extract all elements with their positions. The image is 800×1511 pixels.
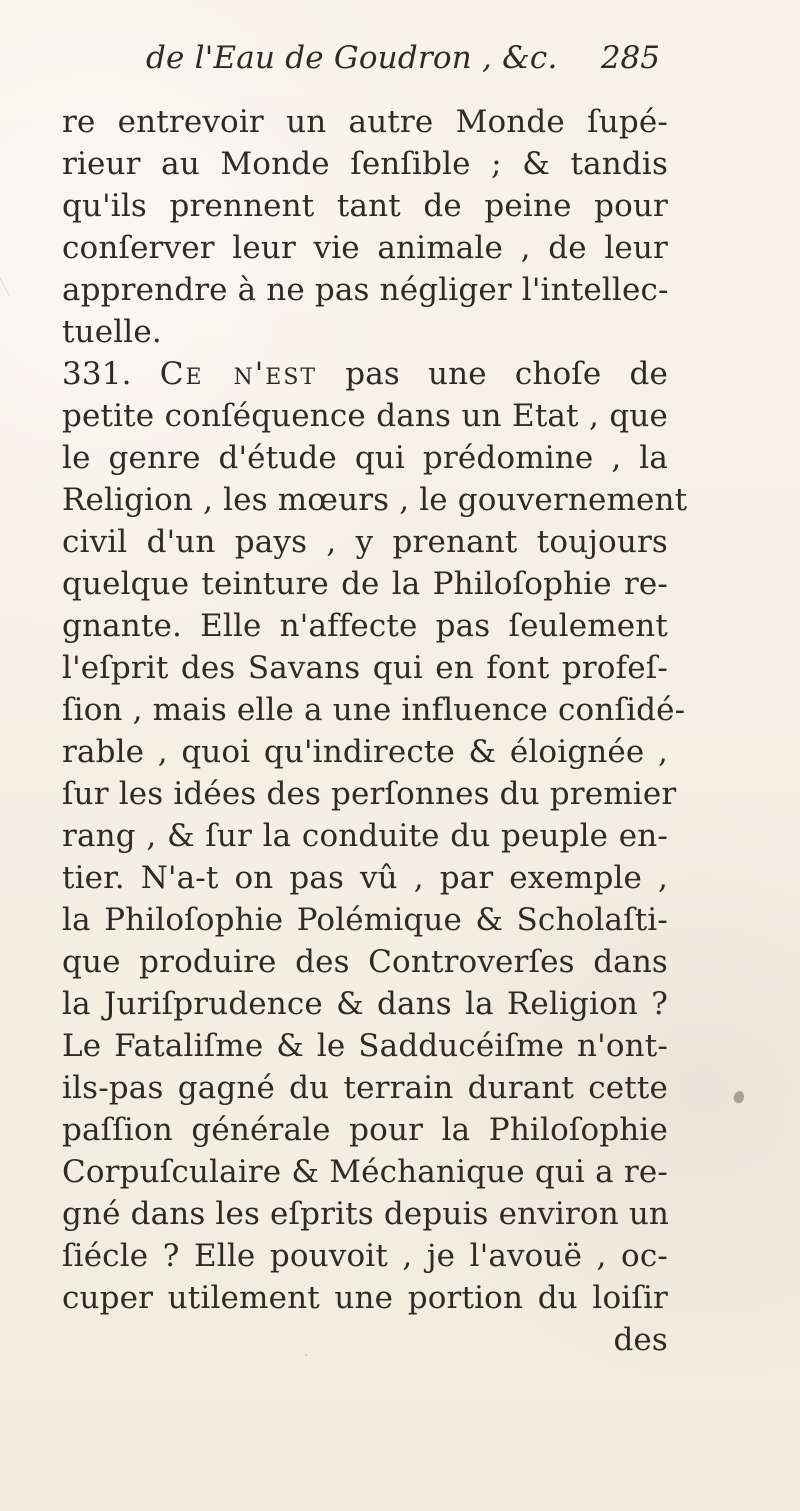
paragraph-first-line-tail: pas une choſe de: [345, 356, 668, 392]
text-line: que produire des Controverſes dans: [62, 944, 668, 980]
text-line: ſiécle ? Elle pouvoit , je l'avouë , oc-: [62, 1238, 668, 1274]
text-line: cuper utilement une portion du loiſir: [62, 1280, 668, 1316]
paragraph-number: 331.: [62, 356, 132, 392]
text-line: paſſion générale pour la Philoſophie: [62, 1112, 668, 1148]
paragraph-opening-line: [62, 353, 668, 395]
text-line: ils-pas gagné du terrain durant cette: [62, 1070, 668, 1106]
text-line: Corpuſculaire & Méchanique qui a re-: [62, 1154, 668, 1190]
text-line: Le Fataliſme & le Sadducéiſme n'ont-: [62, 1028, 668, 1064]
text-line: conſerver leur vie animale , de leur: [62, 230, 668, 266]
text-line: quelque teinture de la Philoſophie re-: [62, 566, 668, 602]
paragraph-lead: Ce n'est: [159, 356, 318, 392]
text-line: l'eſprit des Savans qui en font profeſ-: [62, 650, 668, 686]
page-number: 285: [600, 40, 660, 76]
text-line: ſion , mais elle a une influence conſidé-: [62, 692, 686, 728]
text-line: petite conſéquence dans un Etat , que: [62, 398, 668, 434]
margin-mark-left: [0, 262, 20, 296]
text-line: apprendre à ne pas négliger l'intellec-: [62, 272, 669, 308]
text-line: Religion , les mœurs , le gouvernement: [62, 482, 688, 518]
text-line: la Philoſophie Polémique & Scholaſti-: [62, 902, 668, 938]
margin-mark-right: [732, 1090, 745, 1105]
text-line: le genre d'étude qui prédomine , la: [62, 440, 668, 476]
running-title: de l'Eau de Goudron , &c.: [146, 40, 558, 76]
text-line: rieur au Monde ſenſible ; & tandis: [62, 146, 668, 182]
text-line: re entrevoir un autre Monde ſupé-: [62, 104, 668, 140]
text-line: ſur les idées des perſonnes du premier: [62, 776, 677, 812]
catchword: des: [613, 1322, 668, 1358]
text-line: gnante. Elle n'affecte pas ſeulement: [62, 608, 668, 644]
text-line: rang , & ſur la conduite du peuple en-: [62, 818, 668, 854]
text-line: tuelle.: [62, 314, 162, 350]
text-line: gné dans les eſprits depuis environ un: [62, 1196, 670, 1232]
text-line: civil d'un pays , y prenant toujours: [62, 524, 668, 560]
body-text: [62, 101, 688, 1358]
text-line: rable , quoi qu'indirecte & éloignée ,: [62, 734, 668, 770]
text-line: qu'ils prennent tant de peine pour: [62, 188, 668, 224]
text-line: tier. N'a-t on pas vû , par exemple ,: [62, 860, 668, 896]
text-line: la Juriſprudence & dans la Religion ?: [62, 986, 668, 1022]
page-header: [146, 40, 668, 87]
